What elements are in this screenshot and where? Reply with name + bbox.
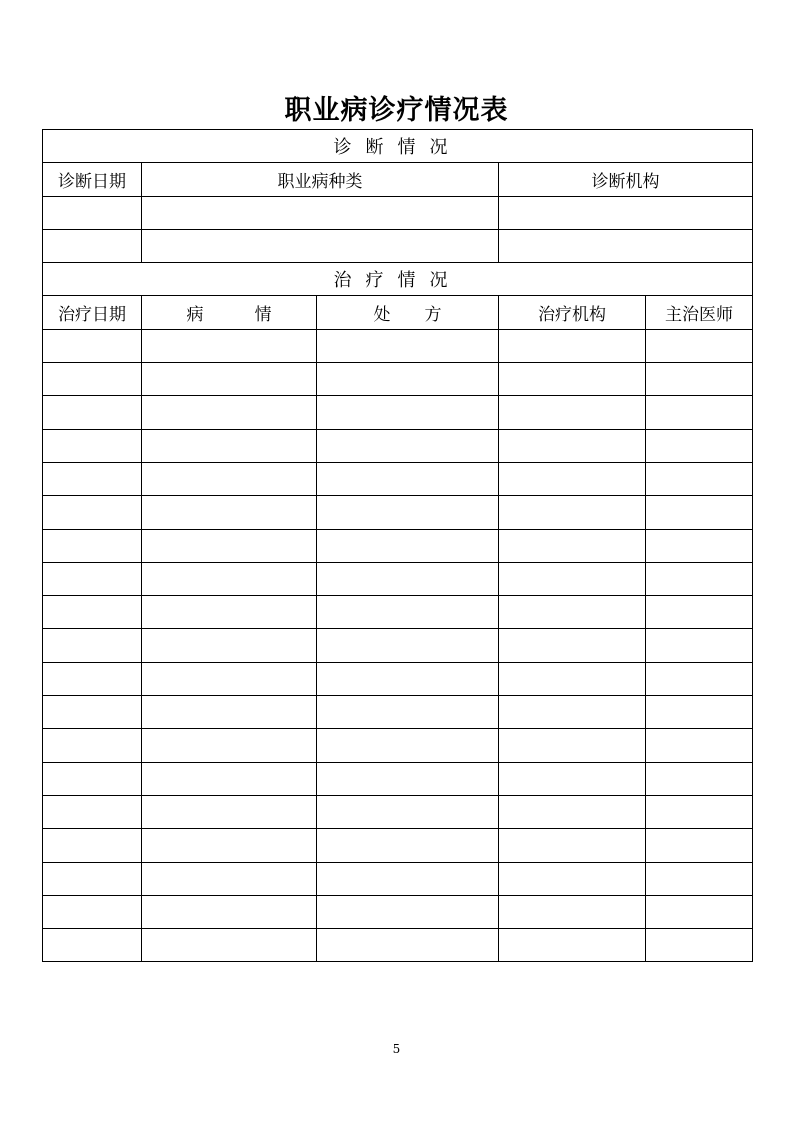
treatment-institution-cell[interactable] (499, 862, 646, 895)
attending-doctor-cell[interactable] (646, 895, 753, 928)
treatment-section-row (43, 263, 753, 296)
treatment-institution-cell[interactable] (499, 329, 646, 362)
treatment-section-header: 治疗情况 (43, 263, 753, 296)
condition-cell[interactable] (142, 562, 317, 595)
treatment-institution-cell[interactable] (499, 729, 646, 762)
condition-cell[interactable] (142, 462, 317, 495)
treatment-institution-cell[interactable] (499, 662, 646, 695)
attending-doctor-cell[interactable] (646, 762, 753, 795)
treatment-institution-cell[interactable] (499, 496, 646, 529)
prescription-cell[interactable] (317, 462, 499, 495)
attending-doctor-cell[interactable] (646, 929, 753, 962)
treatment-institution-cell[interactable] (499, 795, 646, 828)
condition-cell[interactable] (142, 363, 317, 396)
occupational-disease-table (42, 129, 753, 962)
condition-cell[interactable] (142, 862, 317, 895)
header-treatment-date: 治疗日期 (43, 296, 142, 329)
treatment-institution-cell[interactable] (499, 429, 646, 462)
condition-cell[interactable] (142, 762, 317, 795)
treatment-date-cell[interactable] (43, 529, 142, 562)
treatment-institution-cell[interactable] (499, 462, 646, 495)
treatment-row (43, 429, 753, 462)
treatment-row (43, 929, 753, 962)
treatment-date-cell[interactable] (43, 596, 142, 629)
attending-doctor-cell[interactable] (646, 696, 753, 729)
prescription-cell[interactable] (317, 829, 499, 862)
prescription-cell[interactable] (317, 762, 499, 795)
treatment-date-cell[interactable] (43, 429, 142, 462)
attending-doctor-cell[interactable] (646, 329, 753, 362)
condition-cell[interactable] (142, 496, 317, 529)
treatment-row (43, 729, 753, 762)
condition-cell[interactable] (142, 429, 317, 462)
prescription-cell[interactable] (317, 662, 499, 695)
prescription-cell[interactable] (317, 895, 499, 928)
treatment-row (43, 596, 753, 629)
treatment-date-cell[interactable] (43, 363, 142, 396)
condition-cell[interactable] (142, 396, 317, 429)
treatment-date-cell[interactable] (43, 762, 142, 795)
treatment-row (43, 895, 753, 928)
attending-doctor-cell[interactable] (646, 429, 753, 462)
diagnosis-section-header: 诊断情况 (43, 130, 753, 163)
condition-cell[interactable] (142, 929, 317, 962)
attending-doctor-cell[interactable] (646, 596, 753, 629)
attending-doctor-cell[interactable] (646, 862, 753, 895)
attending-doctor-cell[interactable] (646, 662, 753, 695)
header-condition: 病 情 (142, 296, 317, 329)
prescription-cell[interactable] (317, 596, 499, 629)
treatment-row (43, 529, 753, 562)
prescription-cell[interactable] (317, 529, 499, 562)
condition-cell[interactable] (142, 629, 317, 662)
diagnosis-institution-cell[interactable] (499, 196, 753, 229)
header-diagnosis-date: 诊断日期 (43, 163, 142, 196)
diagnosis-row (43, 196, 753, 229)
attending-doctor-cell[interactable] (646, 396, 753, 429)
treatment-row (43, 496, 753, 529)
treatment-row (43, 329, 753, 362)
condition-cell[interactable] (142, 329, 317, 362)
disease-type-cell[interactable] (142, 196, 499, 229)
page-number: 5 (392, 1042, 401, 1056)
attending-doctor-cell[interactable] (646, 496, 753, 529)
treatment-institution-cell[interactable] (499, 629, 646, 662)
treatment-date-cell[interactable] (43, 562, 142, 595)
prescription-cell[interactable] (317, 862, 499, 895)
treatment-date-cell[interactable] (43, 496, 142, 529)
diagnosis-date-cell[interactable] (43, 229, 142, 262)
treatment-date-cell[interactable] (43, 795, 142, 828)
treatment-row (43, 629, 753, 662)
condition-cell[interactable] (142, 829, 317, 862)
treatment-institution-cell[interactable] (499, 562, 646, 595)
condition-cell[interactable] (142, 895, 317, 928)
treatment-institution-cell[interactable] (499, 363, 646, 396)
treatment-row (43, 829, 753, 862)
treatment-date-cell[interactable] (43, 329, 142, 362)
treatment-row (43, 363, 753, 396)
attending-doctor-cell[interactable] (646, 363, 753, 396)
diagnosis-section-row (43, 130, 753, 163)
attending-doctor-cell[interactable] (646, 462, 753, 495)
prescription-cell[interactable] (317, 562, 499, 595)
treatment-date-cell[interactable] (43, 929, 142, 962)
treatment-row (43, 662, 753, 695)
attending-doctor-cell[interactable] (646, 562, 753, 595)
header-disease-type: 职业病种类 (142, 163, 499, 196)
prescription-cell[interactable] (317, 729, 499, 762)
prescription-cell[interactable] (317, 396, 499, 429)
diagnosis-date-cell[interactable] (43, 196, 142, 229)
diagnosis-header-row (43, 163, 753, 196)
treatment-institution-cell[interactable] (499, 762, 646, 795)
disease-type-cell[interactable] (142, 229, 499, 262)
prescription-cell[interactable] (317, 629, 499, 662)
treatment-date-cell[interactable] (43, 829, 142, 862)
prescription-cell[interactable] (317, 795, 499, 828)
header-attending-doctor: 主治医师 (646, 296, 753, 329)
treatment-institution-cell[interactable] (499, 696, 646, 729)
condition-cell[interactable] (142, 795, 317, 828)
header-diagnosis-institution: 诊断机构 (499, 163, 753, 196)
attending-doctor-cell[interactable] (646, 629, 753, 662)
diagnosis-institution-cell[interactable] (499, 229, 753, 262)
treatment-date-cell[interactable] (43, 862, 142, 895)
treatment-date-cell[interactable] (43, 629, 142, 662)
treatment-institution-cell[interactable] (499, 929, 646, 962)
treatment-row (43, 396, 753, 429)
prescription-cell[interactable] (317, 696, 499, 729)
prescription-cell[interactable] (317, 496, 499, 529)
treatment-institution-cell[interactable] (499, 396, 646, 429)
treatment-row (43, 462, 753, 495)
treatment-row (43, 696, 753, 729)
treatment-row (43, 562, 753, 595)
attending-doctor-cell[interactable] (646, 529, 753, 562)
treatment-institution-cell[interactable] (499, 529, 646, 562)
document-title: 职业病诊疗情况表 (284, 95, 509, 126)
attending-doctor-cell[interactable] (646, 829, 753, 862)
treatment-institution-cell[interactable] (499, 596, 646, 629)
header-treatment-institution: 治疗机构 (499, 296, 646, 329)
treatment-date-cell[interactable] (43, 729, 142, 762)
treatment-header-row (43, 296, 753, 329)
prescription-cell[interactable] (317, 329, 499, 362)
prescription-cell[interactable] (317, 429, 499, 462)
treatment-date-cell[interactable] (43, 696, 142, 729)
treatment-date-cell[interactable] (43, 462, 142, 495)
condition-cell[interactable] (142, 529, 317, 562)
treatment-row (43, 795, 753, 828)
treatment-row (43, 762, 753, 795)
condition-cell[interactable] (142, 596, 317, 629)
attending-doctor-cell[interactable] (646, 795, 753, 828)
treatment-date-cell[interactable] (43, 396, 142, 429)
prescription-cell[interactable] (317, 363, 499, 396)
prescription-cell[interactable] (317, 929, 499, 962)
treatment-row (43, 862, 753, 895)
condition-cell[interactable] (142, 662, 317, 695)
treatment-date-cell[interactable] (43, 895, 142, 928)
treatment-date-cell[interactable] (43, 662, 142, 695)
diagnosis-row (43, 229, 753, 262)
header-prescription: 处 方 (317, 296, 499, 329)
condition-cell[interactable] (142, 696, 317, 729)
condition-cell[interactable] (142, 729, 317, 762)
attending-doctor-cell[interactable] (646, 729, 753, 762)
treatment-institution-cell[interactable] (499, 895, 646, 928)
treatment-institution-cell[interactable] (499, 829, 646, 862)
